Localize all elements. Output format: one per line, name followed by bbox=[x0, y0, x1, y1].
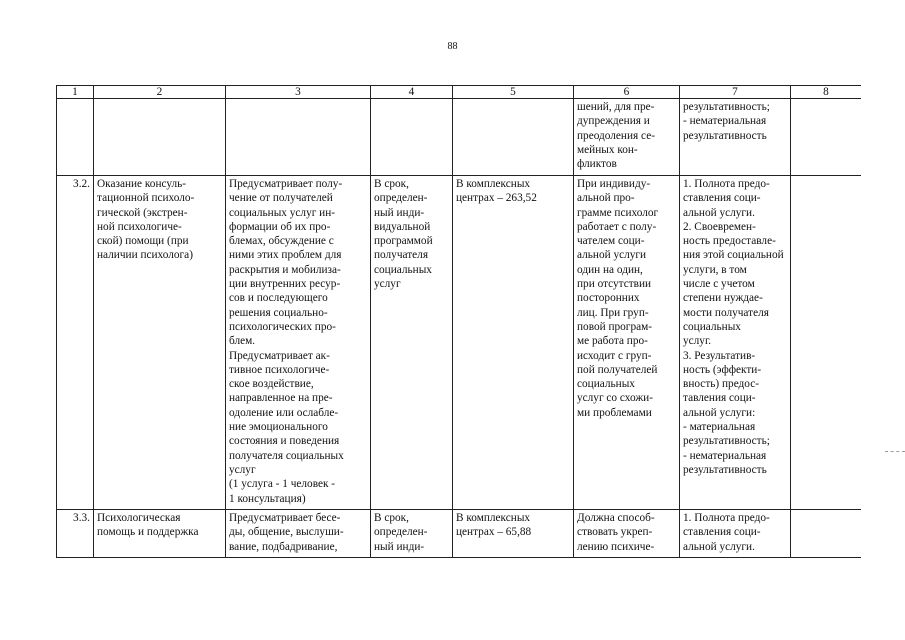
header-cell-7: 7 bbox=[680, 86, 791, 99]
cell-service-name: Психологическая помощь и поддержка bbox=[94, 510, 226, 558]
cell-conditions: При индивиду- альной про- грамме психолог работает с полу- чателем соци- альной услуги один на один, при отсутствии посторонних лиц. При груп- повой програм- ме работа про- исходит с груп- пой получателей социальных услуг со схожи- ми проблемами bbox=[574, 176, 680, 510]
cell-description: Предусматривает бесе- ды, общение, выслуши- вание, подбадривание, bbox=[226, 510, 371, 558]
header-cell-5: 5 bbox=[453, 86, 574, 99]
header-cell-2: 2 bbox=[94, 86, 226, 99]
cell-term: В срок, определен- ный инди- видуальной программой получателя социальных услуг bbox=[371, 176, 453, 510]
cell-service-name: Оказание консуль- тационной психоло- гической (экстрен- ной психологиче- ской) помощи (при наличии психолога) bbox=[94, 176, 226, 510]
cell-term bbox=[371, 99, 453, 176]
cell-number: 3.3. bbox=[57, 510, 94, 558]
page-number: 88 bbox=[447, 41, 458, 52]
cell-col8 bbox=[791, 99, 862, 176]
cell-quality-indicators: результативность; - нематериальная результативность bbox=[680, 99, 791, 176]
cell-service-name bbox=[94, 99, 226, 176]
scan-edge-mark bbox=[885, 451, 905, 453]
cell-tariff: В комплексных центрах – 65,88 bbox=[453, 510, 574, 558]
cell-quality-indicators: 1. Полнота предо- ставления соци- альной услуги. bbox=[680, 510, 791, 558]
cell-conditions: Должна способ- ствовать укреп- лению психиче- bbox=[574, 510, 680, 558]
cell-term: В срок, определен- ный инди- bbox=[371, 510, 453, 558]
cell-description bbox=[226, 99, 371, 176]
cell-conditions: шений, для пре- дупреждения и преодоления се- мейных кон- фликтов bbox=[574, 99, 680, 176]
cell-col8 bbox=[791, 176, 862, 510]
header-cell-3: 3 bbox=[226, 86, 371, 99]
cell-tariff bbox=[453, 99, 574, 176]
cell-description: Предусматривает полу- чение от получателей социальных услуг ин- формации об их про- блемах, обсуждение с ними этих проблем для раскрытия и мобилиза- ции внутренних ресур- сов и последующего решения социально- психологических про- блем. Предусматривает ак- тивное психологиче- ское воздействие, направленное на пре- одоление или ослабле- ние эмоционального состояния и поведения получателя социальных услуг (1 услуга - 1 человек - 1 консультация) bbox=[226, 176, 371, 510]
cell-number bbox=[57, 99, 94, 176]
header-cell-8: 8 bbox=[791, 86, 862, 99]
cell-col8 bbox=[791, 510, 862, 558]
table-header-row bbox=[57, 86, 862, 99]
cell-number: 3.2. bbox=[57, 176, 94, 510]
table-row-continuation bbox=[57, 99, 862, 176]
header-cell-6: 6 bbox=[574, 86, 680, 99]
header-cell-4: 4 bbox=[371, 86, 453, 99]
services-table bbox=[56, 85, 861, 567]
table-row-3-3 bbox=[57, 510, 862, 558]
table-row-3-2 bbox=[57, 176, 862, 510]
cell-tariff: В комплексных центрах – 263,52 bbox=[453, 176, 574, 510]
cell-quality-indicators: 1. Полнота предо- ставления соци- альной услуги. 2. Своевремен- ность предоставле- ния этой социальной услуги, в том числе с учетом степени нуждае- мости получателя социальных услуг. 3. Результатив- ность (эффекти- вность) предос- тавления соци- альной услуги: - материальная результативность; - нематериальная результативность bbox=[680, 176, 791, 510]
header-cell-1: 1 bbox=[57, 86, 94, 99]
